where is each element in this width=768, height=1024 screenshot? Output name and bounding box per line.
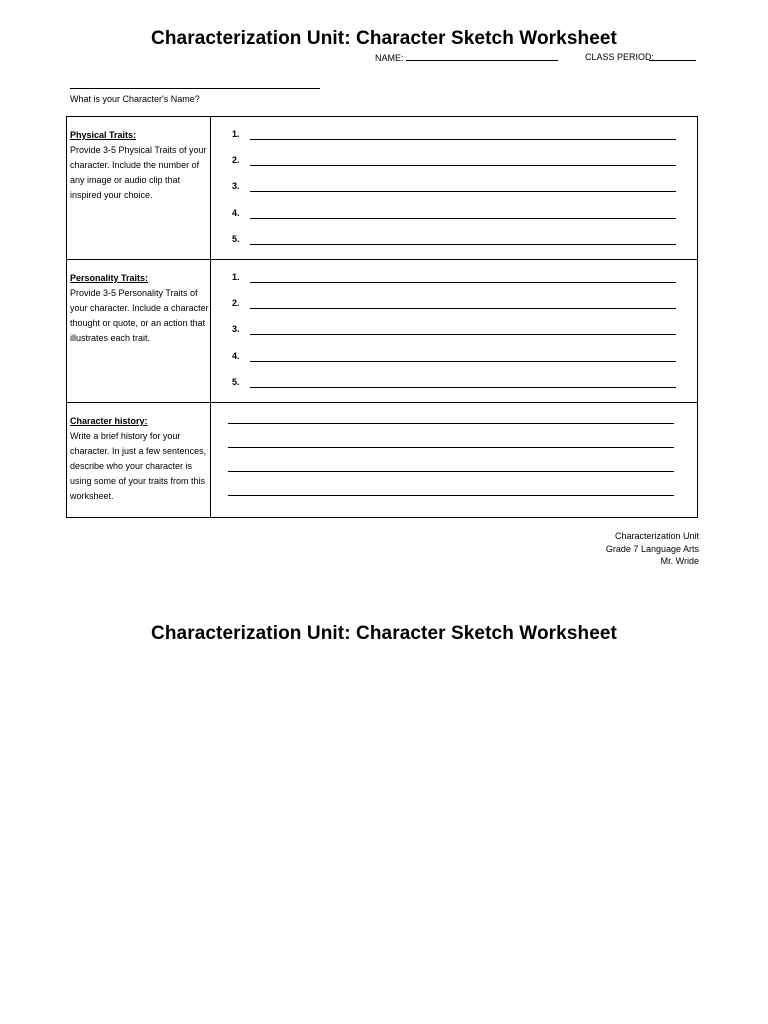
- history-line-3[interactable]: [228, 471, 674, 472]
- class-period-label: CLASS PERIOD:: [585, 52, 655, 62]
- character-name-label: What is your Character's Name?: [70, 94, 200, 104]
- footer-credits: [606, 530, 699, 568]
- header-fields: [375, 52, 655, 63]
- class-period-field[interactable]: [649, 52, 696, 61]
- page-title: Characterization Unit: Character Sketch Worksheet: [151, 28, 617, 49]
- footer-grade: Grade 7 Language Arts: [605, 543, 699, 554]
- physical-traits-heading: Physical Traits:: [70, 130, 137, 140]
- history-line-1[interactable]: [228, 423, 674, 424]
- character-history-instructions: [67, 403, 211, 517]
- name-label: NAME:: [375, 53, 404, 63]
- physical-traits-instructions: [67, 117, 211, 259]
- personality-traits-body: Provide 3-5 Personality Traits of your character. Include a character thought or quote, or an action that illustrates each trait.: [70, 288, 209, 343]
- character-history-body: Write a brief history for your character. In just a few sentences, describe who your character is using some of your traits from this worksheet.: [70, 431, 207, 501]
- personality-traits-heading: Personality Traits:: [70, 273, 149, 283]
- personality-traits-instructions: [67, 260, 211, 402]
- name-field[interactable]: [406, 52, 558, 61]
- physical-traits-body: Provide 3-5 Physical Traits of your character. Include the number of any image or audio clip that inspired your choice.: [70, 145, 207, 200]
- footer-teacher: Mr. Wride: [660, 556, 699, 566]
- page-2-title: Characterization Unit: Character Sketch Worksheet: [151, 623, 617, 644]
- history-line-4[interactable]: [228, 495, 674, 496]
- footer-unit: Characterization Unit: [614, 531, 699, 541]
- character-history-heading: Character history:: [70, 416, 148, 426]
- history-line-2[interactable]: [228, 447, 674, 448]
- physical-traits-section: Physical Traits: Provide 3-5 Physical Traits of your character. Include the number of any image or audio clip that inspired your choice. 1. 2. 3. 4. 5.: [67, 117, 697, 260]
- character-history-section: [67, 403, 697, 517]
- worksheet-table: [66, 116, 698, 518]
- personality-traits-section: Personality Traits: Provide 3-5 Personality Traits of your character. Include a character thought or quote, or an action that illustrates each trait. 1. 2. 3. 4. 5.: [67, 260, 697, 403]
- character-name-field[interactable]: [70, 88, 320, 89]
